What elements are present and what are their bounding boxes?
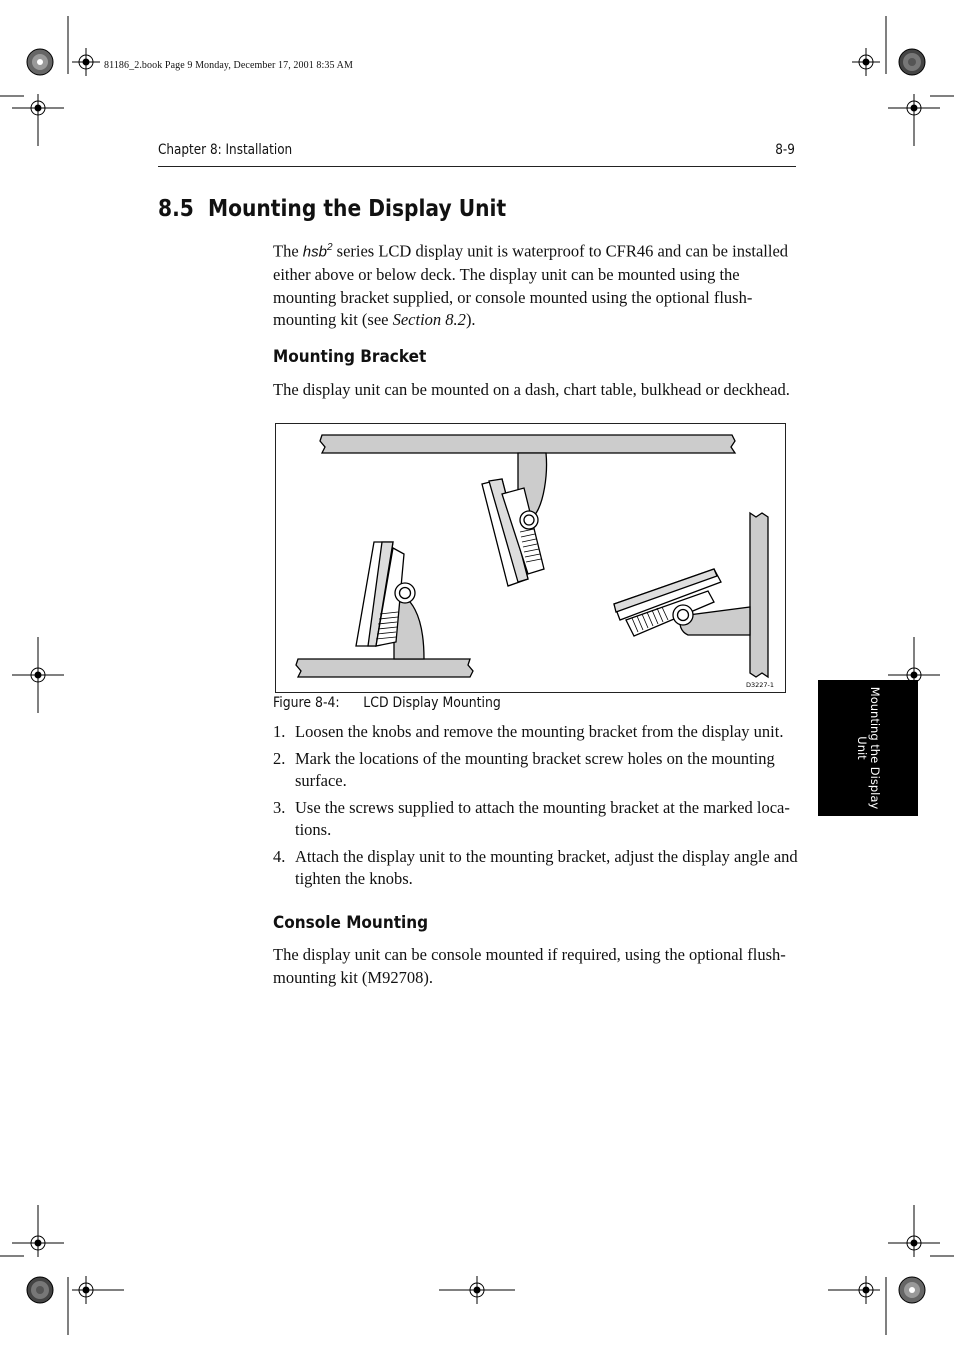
console-mounting-heading: Console Mounting bbox=[273, 913, 429, 933]
mounting-bracket-heading: Mounting Bracket bbox=[273, 347, 427, 367]
mounting-illustration bbox=[276, 424, 785, 692]
installation-steps bbox=[273, 721, 799, 895]
intro-text-3: ). bbox=[465, 310, 476, 329]
page-number: 8-9 bbox=[775, 142, 795, 158]
step-item bbox=[273, 721, 799, 744]
bulkhead-mounted-unit bbox=[614, 569, 750, 636]
section-number: 8.5 bbox=[158, 196, 194, 222]
step-text: Loosen the knobs and remove the mounting bracket from the display unit. bbox=[295, 722, 784, 741]
mounting-bracket-paragraph: The display unit can be mounted on a dash, chart table, bulkhead or deckhead. bbox=[273, 380, 790, 399]
hsb-superscript: 2 bbox=[326, 242, 333, 253]
figure-caption bbox=[273, 695, 501, 711]
figure-code: D3227-1 bbox=[746, 681, 775, 689]
dash-mounted-unit bbox=[356, 542, 424, 659]
step-number: 4. bbox=[273, 846, 286, 866]
deckhead-mounted-unit bbox=[482, 453, 547, 586]
bulkhead-surface bbox=[750, 513, 768, 677]
header-rule bbox=[158, 166, 796, 167]
dash-surface bbox=[296, 659, 473, 677]
step-item bbox=[273, 748, 799, 793]
deckhead-surface bbox=[320, 435, 735, 453]
step-item bbox=[273, 846, 799, 891]
section-title-text: Mounting the Display Unit bbox=[207, 196, 507, 222]
thumb-tab-label: Mounting the Display Unit bbox=[855, 686, 882, 810]
figure-label: Figure 8-4: bbox=[273, 695, 340, 711]
section-reference: Section 8.2 bbox=[392, 310, 466, 329]
hsb-brand: hsb bbox=[302, 243, 327, 261]
step-number: 2. bbox=[273, 748, 286, 768]
intro-text-1: The bbox=[273, 241, 303, 261]
step-text: Use the screws supplied to attach the mounting bracket at the marked loca-tions. bbox=[295, 797, 790, 839]
console-mounting-paragraph: The display unit can be console mounted if required, using the optional flush-mounting kit (M92708). bbox=[273, 945, 786, 987]
figure-caption-text: LCD Display Mounting bbox=[363, 695, 501, 711]
book-info: 81186_2.book Page 9 Monday, December 17, 2001 8:35 AM bbox=[104, 60, 353, 71]
chapter-thumb-tab bbox=[818, 680, 918, 816]
step-item bbox=[273, 797, 799, 842]
figure-lcd-display-mounting bbox=[275, 423, 786, 693]
step-number: 1. bbox=[273, 722, 286, 741]
intro-paragraph bbox=[273, 237, 799, 332]
section-title bbox=[158, 196, 506, 222]
step-text: Mark the locations of the mounting bracket screw holes on the mounting surface. bbox=[295, 748, 775, 790]
step-text: Attach the display unit to the mounting bracket, adjust the display angle and tighten the knobs. bbox=[295, 846, 798, 888]
step-number: 3. bbox=[273, 797, 286, 817]
intro-text-2: series LCD display unit is waterproof to CFR46 and can be installed either above or below deck. The display unit can be mounted using the mounting bracket supplied, or console mounted using the optional flush-mounting kit (see bbox=[273, 241, 789, 329]
running-header-chapter: Chapter 8: Installation bbox=[158, 142, 293, 158]
